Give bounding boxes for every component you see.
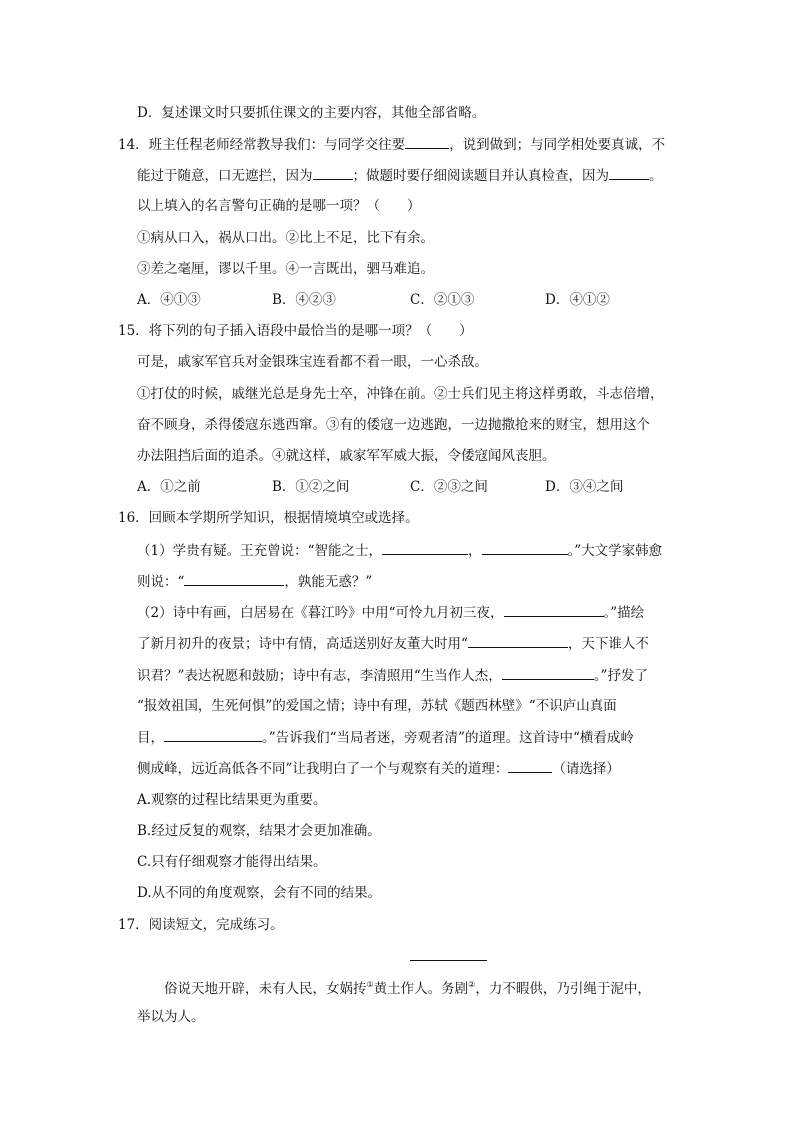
q15-passage-line-1: ①打仗的时候，戚继光总是身先士卒，冲锋在前。②士兵们见主将这样勇敢，斗志倍增， [137,386,664,402]
q16-text: 。”大文学家韩愈 [567,543,663,559]
q16-part1-line-1 [137,541,662,560]
q16-blank-6[interactable] [502,666,594,680]
q16-part2-line-5 [137,728,634,747]
q16-text: ，孰能无惑？” [284,574,373,590]
q14-blank-1[interactable] [405,135,449,149]
q15-sentence: 可是，戚家军官兵对金银珠宝连看都不看一眼，一心杀敌。 [137,354,488,370]
q16-option-c[interactable]: C.只有仔细观察才能得出结果。 [137,854,327,870]
q16-option-a[interactable]: A.观察的过程比结果更为重要。 [137,792,327,808]
q16-text: （请选择） [552,761,620,777]
q16-text: （1）学贵有疑。王充曾说：“智能之士， [137,543,382,559]
q16-text: 目， [137,730,164,746]
q16-part2-line-2 [137,634,649,653]
q15-question: 15．将下列的句子插入语段中最恰当的是哪一项？（ ） [118,323,473,339]
q17-question: 17．阅读短文，完成练习。 [118,917,284,933]
q16-text: 。”抒发了 [593,668,648,684]
q15-option-d[interactable]: D．③④之间 [545,479,624,495]
q15-passage-line-3: 办法阻挡后面的追杀。④就这样，戚家军军威大振，令倭寇闻风丧胆。 [137,448,556,464]
q14-text: 。 [649,168,663,184]
q17-text: 俗说天地开辟，未有人民，女娲抟 [164,981,367,997]
q16-part2-line-1 [137,603,644,622]
q14-text: 能过于随意，口无遮拦，因为 [137,168,313,184]
q16-part2-line-4: “报效祖国，生死何惧”的爱国之情；诗中有理，苏轼《题西林壁》“不识庐山真面 [137,698,617,714]
q14-blank-3[interactable] [609,166,649,180]
q15-passage-line-2: 奋不顾身，杀得倭寇东逃西窜。③有的倭寇一边逃跑，一边抛撒抢来的财宝，想用这个 [137,417,650,433]
q16-question: 16．回顾本学期所学知识，根据情境填空或选择。 [118,510,419,526]
q16-text: 侧成峰，远近高低各不同”让我明白了一个与观察有关的道理： [137,761,509,777]
q17-passage-line-2: 举以为人。 [137,1009,205,1025]
q14-blank-2[interactable] [313,166,353,180]
q16-text: ，天下谁人不 [567,636,649,652]
q14-option-a[interactable]: A．④①③ [137,292,201,308]
q14-question: 以上填入的名言警句正确的是哪一项？（ ） [137,198,421,214]
q16-text: 。”描绘 [603,605,645,621]
q14-option-c[interactable]: C．②①③ [410,292,475,308]
q16-part2-line-3 [137,666,648,685]
q14-text: ，说到做到；与同学相处要真诚，不 [449,137,666,153]
q16-text: 了新月初升的夜景；诗中有情，高适送别好友董大时用“ [137,636,468,652]
q17-title-blank[interactable] [410,960,487,961]
q14-choice-line-2: ③差之毫厘，谬以千里。④一言既出，驷马难追。 [137,261,434,277]
footnote-marker-1: ① [366,980,374,989]
q17-text: 黄土作人。务剧 [373,981,469,997]
q16-part2-line-6 [137,759,620,778]
q14-option-b[interactable]: B．④②③ [272,292,336,308]
q16-text: 。”告诉我们“当局者迷，旁观者清”的道理。这首诗中“横看成岭 [262,730,634,746]
q14-text: 14．班主任程老师经常教导我们：与同学交往要 [118,137,406,153]
q16-option-b[interactable]: B.经过反复的观察，结果才会更加准确。 [137,823,381,839]
footnote-marker-2: ② [468,980,476,989]
q16-blank-7[interactable] [164,728,262,742]
q16-blank-3[interactable] [184,572,284,586]
q16-text: （2）诗中有画，白居易在《暮江吟》中用“可怜九月初三夜， [137,605,504,621]
q16-text: 则说：“ [137,574,185,590]
q16-blank-2[interactable] [482,541,568,555]
q13-option-d: D．复述课文时只要抓住课文的主要内容，其他全部省略。 [137,105,486,121]
q14-option-d[interactable]: D．④①② [545,292,610,308]
q16-text: ， [468,543,482,559]
q16-part1-line-2 [137,572,372,591]
q14-line-1 [118,135,665,154]
q15-option-b[interactable]: B．①②之间 [272,479,350,495]
q14-choice-line-1: ①病从口入，祸从口出。②比上不足，比下有余。 [137,230,434,246]
q16-blank-5[interactable] [468,634,568,648]
q16-option-d[interactable]: D.从不同的角度观察，会有不同的结果。 [137,885,382,901]
q16-text: 识君？”表达祝愿和鼓励；诗中有志，李清照用“生当作人杰， [137,668,502,684]
q15-option-a[interactable]: A．①之前 [137,479,201,495]
q16-blank-4[interactable] [504,603,604,617]
q16-blank-1[interactable] [382,541,468,555]
q16-blank-8[interactable] [508,759,552,773]
q14-text: ；做题时要仔细阅读题目并认真检查，因为 [352,168,609,184]
q15-option-c[interactable]: C．②③之间 [410,479,488,495]
q14-line-2 [137,166,663,185]
q17-passage-line-1 [164,976,651,998]
q17-text: ，力不暇供，乃引绳于泥中， [475,981,651,997]
